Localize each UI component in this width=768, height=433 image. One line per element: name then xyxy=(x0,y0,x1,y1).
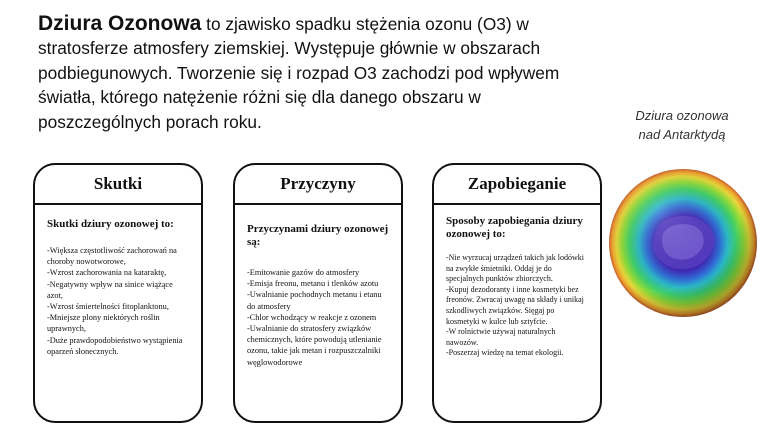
list-item: -Wzrost śmiertelności fitoplanktonu, xyxy=(47,302,169,312)
image-caption-line-1: Dziura ozonowa xyxy=(635,108,729,123)
card-przyczyny-title: Przyczyny xyxy=(235,165,401,205)
card-zapobieganie xyxy=(432,163,602,423)
card-skutki-subtitle: Skutki dziury ozonowej to: xyxy=(47,218,174,230)
list-item: -Nie wyrzucaj urządzeń takich jak lodówki na zwykłe śmietniki. Oddaj je do specjalnych punktów zbiorczych. xyxy=(446,253,584,284)
card-przyczyny-list xyxy=(247,267,390,368)
card-skutki xyxy=(33,163,203,423)
list-item: -Uwalnianie pochodnych metanu i etanu do atmosfery xyxy=(247,290,382,311)
intro-text: to zjawisko spadku stężenia ozonu (O3) w stratosferze atmosfery ziemskiej. Występuje głównie w obszarach podbiegunowych. Tworzenie się i rozpad O3 zachodzi pod wpływem światła, którego natężenie różni się dla danego obszaru w poszczególnych porach roku. xyxy=(38,14,560,132)
list-item: -Mniejsze plony niektórych roślin uprawnych, xyxy=(47,313,160,334)
list-item: -Emitowanie gazów do atmosfery xyxy=(247,268,360,277)
card-zapobieganie-title: Zapobieganie xyxy=(434,165,600,205)
list-item: -Uwalnianie do stratosfery związków chemicznych, które powodują utlenianie ozonu, takie jak metan i rozpuszczalniki węglowodorowe xyxy=(247,324,382,367)
list-item: -Duże prawdopodobieństwo wystąpienia oparzeń słonecznych. xyxy=(47,335,183,356)
card-skutki-body xyxy=(35,205,201,357)
card-zapobieganie-body xyxy=(434,205,600,359)
intro-paragraph xyxy=(38,12,598,134)
list-item: -W rolnictwie używaj naturalnych nawozów. xyxy=(446,327,556,347)
image-caption xyxy=(612,106,752,144)
card-przyczyny xyxy=(233,163,403,423)
list-item: -Poszerzaj wiedzę na temat ekologii. xyxy=(446,348,564,358)
card-zapobieganie-subtitle: Sposoby zapobiegania dziury ozonowej to: xyxy=(446,215,583,240)
list-item: -Większa częstotliwość zachorowań na choroby nowotworowe, xyxy=(47,246,177,267)
list-item: -Emisja freonu, metanu i tlenków azotu xyxy=(247,279,379,289)
image-caption-line-2: nad Antarktydą xyxy=(638,127,726,142)
card-przyczyny-subtitle: Przyczynami dziury ozonowej są: xyxy=(247,223,389,248)
ozone-hole-globe-image xyxy=(608,168,758,318)
list-item: -Negatywny wpływ na sinice wiążące azot, xyxy=(47,279,173,300)
card-skutki-title: Skutki xyxy=(35,165,201,205)
intro-title: Dziura Ozonowa xyxy=(38,12,202,35)
card-skutki-list xyxy=(47,245,190,357)
list-item: -Wzrost zachorowania na kataraktę, xyxy=(47,268,167,278)
card-zapobieganie-list xyxy=(446,253,589,359)
card-przyczyny-body xyxy=(235,205,401,368)
list-item: -Chlor wchodzący w reakcje z ozonem xyxy=(247,312,377,322)
list-item: -Kupuj dezodoranty i inne kosmetyki bez freonów. Zwracaj uwagę na składy i unikaj szkodliwych związków. Sięgaj po kosmetyki w kulce lub sztyfcie. xyxy=(446,284,584,326)
